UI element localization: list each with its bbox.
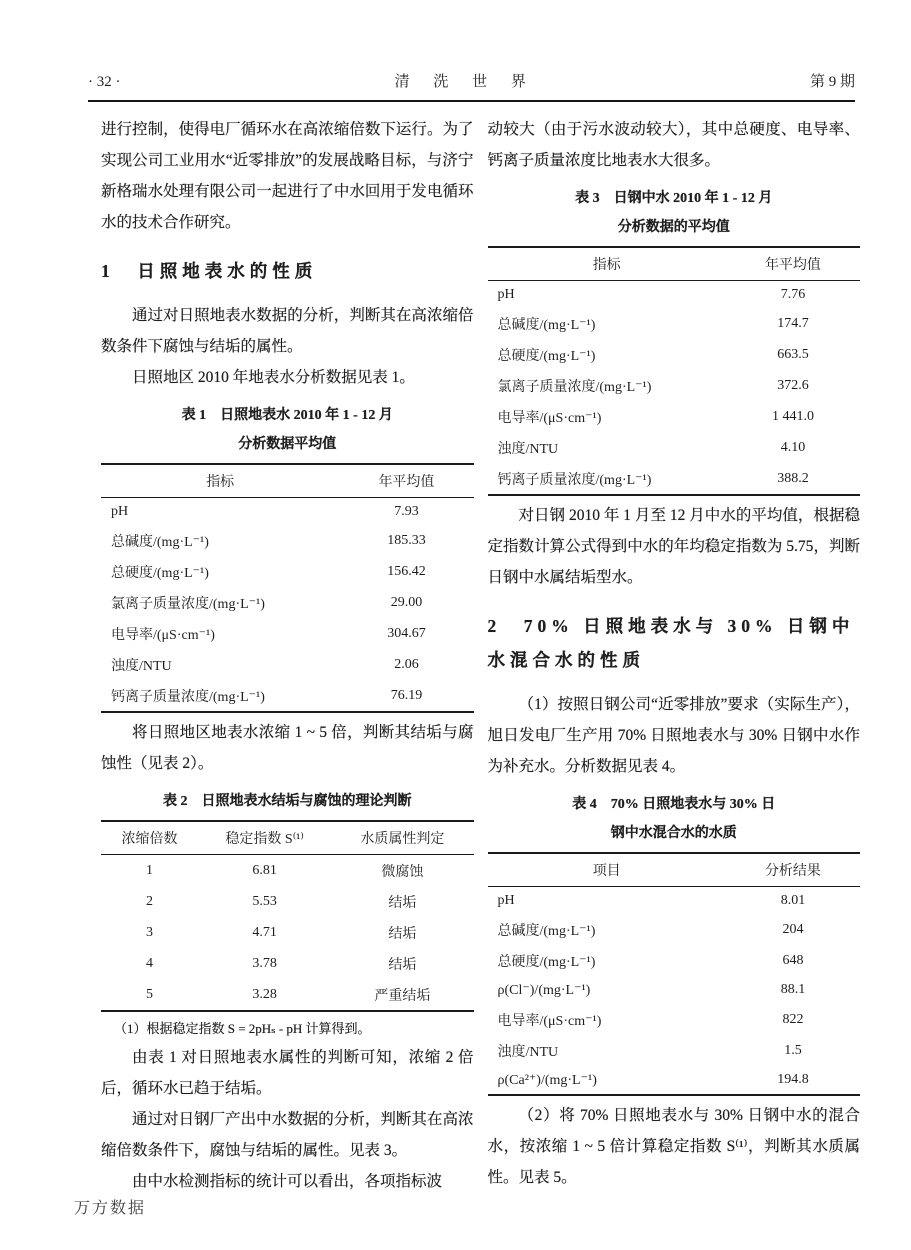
table-row	[101, 556, 474, 587]
table-cell: 7.93	[394, 503, 419, 519]
table-cell: 总硬度/(mg·L⁻¹)	[111, 565, 209, 581]
table-cell: 648	[782, 952, 804, 968]
table-cell: 204	[782, 921, 804, 937]
table-cell: 总碱度/(mg·L⁻¹)	[111, 534, 209, 550]
table-cell: 822	[782, 1011, 804, 1027]
table-cell: 1	[146, 862, 153, 878]
table-cell: 结垢	[388, 957, 417, 973]
table-cell: 浊度/NTU	[111, 658, 172, 674]
table-cell: 结垢	[388, 895, 417, 911]
table-cell: 3	[146, 924, 153, 940]
table-row	[488, 401, 861, 432]
column-header: 水质属性判定	[331, 821, 473, 855]
table-cell: 3.28	[198, 979, 331, 1011]
table-header-row	[101, 821, 474, 855]
table-row	[488, 339, 861, 370]
table-cell: 156.42	[387, 563, 426, 579]
table-row	[488, 976, 861, 1004]
table-4-caption: 表 4 70% 日照地表水与 30% 日 钢中水混合水的水质	[572, 797, 776, 841]
paragraph: 对日钢 2010 年 1 月至 12 月中水的平均值，根据稳定指数计算公式得到中水的年均稳定指数为 5.75，判断日钢中水属结垢型水。	[487, 507, 860, 586]
column-header: 项目	[488, 853, 726, 887]
table-cell: 76.19	[339, 680, 473, 712]
table-cell: 3.78	[252, 955, 277, 971]
table-cell: 29.00	[390, 594, 423, 610]
table-cell: 1 441.0	[771, 408, 814, 424]
table-cell: 总硬度/(mg·L⁻¹)	[497, 348, 596, 364]
table-cell: 4	[146, 955, 153, 971]
table-row	[488, 1035, 861, 1066]
table-row	[488, 887, 861, 915]
table-row	[101, 948, 474, 979]
table-cell: 结垢	[388, 926, 417, 942]
table-row	[488, 308, 861, 339]
table-cell: 总硬度/(mg·L⁻¹)	[497, 954, 596, 970]
wanfang-watermark: 万方数据	[74, 1200, 147, 1217]
table-row	[101, 498, 474, 526]
table-cell: 304.67	[387, 625, 426, 641]
document-page	[0, 70, 911, 1250]
table-cell: ρ(Cl⁻)/(mg·L⁻¹)	[497, 982, 591, 998]
table-cell: 电导率/(μS·cm⁻¹)	[497, 410, 602, 426]
table-row	[101, 525, 474, 556]
table-row	[488, 1004, 861, 1035]
table-1	[101, 463, 474, 713]
table-row	[488, 945, 861, 976]
table-cell: 严重结垢	[331, 979, 473, 1011]
table-cell: 氯离子质量浓度/(mg·L⁻¹)	[111, 596, 265, 612]
table-row	[488, 463, 861, 495]
paragraph: （1）按照日钢公司“近零排放”要求（实际生产），旭日发电厂生产用 70% 日照地表水与 30% 日钢中水作为补充水。分析数据见表 4。	[487, 696, 860, 775]
column-header: 年平均值	[339, 464, 473, 498]
table-row	[101, 886, 474, 917]
journal-title: 清 洗 世 界	[394, 74, 536, 90]
table-row	[101, 618, 474, 649]
column-header: 年平均值	[726, 247, 860, 281]
table-cell: 388.2	[726, 463, 860, 495]
table-cell: 5	[101, 979, 198, 1011]
table-cell: 钙离子质量浓度/(mg·L⁻¹)	[488, 463, 726, 495]
table-row	[101, 649, 474, 680]
table-cell: ρ(Ca²⁺)/(mg·L⁻¹)	[488, 1066, 726, 1095]
paragraph: 将日照地区地表水浓缩 1 ~ 5 倍，判断其结垢与腐蚀性（见表 2）。	[101, 724, 474, 772]
table-cell: pH	[497, 892, 515, 908]
table-row	[488, 432, 861, 463]
table-cell: 2.06	[394, 656, 419, 672]
table-2-caption: 表 2 日照地表水结垢与腐蚀的理论判断	[163, 794, 412, 809]
table-cell: pH	[497, 286, 515, 302]
table-cell: 浊度/NTU	[497, 1044, 559, 1060]
paragraph: 通过对日照地表水数据的分析，判断其在高浓缩倍数条件下腐蚀与结垢的属性。	[101, 307, 474, 355]
table-cell: 氯离子质量浓度/(mg·L⁻¹)	[497, 379, 652, 395]
table-row	[101, 680, 474, 712]
table-cell: pH	[111, 503, 129, 519]
column-header: 稳定指数 S⁽¹⁾	[198, 821, 331, 855]
right-column	[488, 114, 861, 1197]
paragraph: 日照地区 2010 年地表水分析数据见表 1。	[132, 369, 415, 386]
table-header-row	[101, 464, 474, 498]
paragraph: 通过对日钢厂产出中水数据的分析，判断其在高浓缩倍数条件下，腐蚀与结垢的属性。见表 3。	[101, 1111, 474, 1159]
column-header: 指标	[488, 247, 726, 281]
table-cell: 174.7	[777, 315, 809, 331]
table-cell: 浊度/NTU	[497, 441, 559, 457]
table-row	[101, 917, 474, 948]
paragraph: （2）将 70% 日照地表水与 30% 日钢中水的混合水，按浓缩 1 ~ 5 倍计算稳定指数 S⁽¹⁾，判断其水质属性。见表 5。	[487, 1107, 860, 1186]
table-cell: 钙离子质量浓度/(mg·L⁻¹)	[101, 680, 339, 712]
section-2-heading: 2 70% 日照地表水与 30% 日钢中水混合水的性质	[487, 616, 855, 670]
table-cell: 总碱度/(mg·L⁻¹)	[497, 317, 596, 333]
issue-label: 第 9 期	[809, 74, 855, 90]
page-header	[88, 70, 855, 102]
table-cell: 微腐蚀	[381, 864, 424, 880]
table-row	[101, 587, 474, 618]
table-row	[101, 979, 474, 1011]
table-cell: 194.8	[726, 1066, 860, 1095]
table-row	[488, 1066, 861, 1095]
table-2-footnote: （1）根据稳定指数 S = 2pHₛ - pH 计算得到。	[114, 1021, 371, 1036]
two-column-layout	[0, 102, 911, 1197]
page-number: · 32 ·	[88, 74, 121, 90]
table-cell: 电导率/(μS·cm⁻¹)	[497, 1013, 602, 1029]
table-cell: 电导率/(μS·cm⁻¹)	[111, 627, 215, 643]
table-4	[488, 852, 861, 1096]
paragraph-continuation: 动较大（由于污水波动较大），其中总硬度、电导率、钙离子质量浓度比地表水大很多。	[487, 121, 860, 169]
section-1-heading: 1 日照地表水的性质	[101, 261, 318, 281]
column-header: 浓缩倍数	[101, 821, 198, 855]
table-header-row	[488, 853, 861, 887]
table-header-row	[488, 247, 861, 281]
table-3-caption: 表 3 日钢中水 2010 年 1 - 12 月 分析数据的平均值	[575, 191, 773, 235]
paragraph-intro: 进行控制，使得电厂循环水在高浓缩倍数下运行。为了实现公司工业用水“近零排放”的发展战略目标，与济宁新格瑞水处理有限公司一起进行了中水回用于发电循环水的技术合作研究。	[101, 121, 474, 231]
table-cell: 6.81	[252, 862, 277, 878]
table-1-caption: 表 1 日照地表水 2010 年 1 - 12 月 分析数据平均值	[181, 408, 393, 452]
table-cell: 372.6	[777, 377, 809, 393]
table-cell: 1.5	[784, 1042, 802, 1058]
table-cell: 4.71	[252, 924, 277, 940]
table-row	[101, 855, 474, 887]
table-cell: 2	[146, 893, 153, 909]
paragraph: 由中水检测指标的统计可以看出，各项指标波	[132, 1173, 443, 1190]
table-cell: 4.10	[780, 439, 806, 455]
table-row	[488, 370, 861, 401]
paragraph: 由表 1 对日照地表水属性的判断可知，浓缩 2 倍后，循环水已趋于结垢。	[101, 1049, 474, 1097]
left-column	[101, 114, 474, 1197]
table-cell: 总碱度/(mg·L⁻¹)	[497, 923, 596, 939]
table-cell: 5.53	[252, 893, 277, 909]
table-3	[488, 246, 861, 496]
table-row	[488, 914, 861, 945]
column-header: 指标	[101, 464, 339, 498]
table-2	[101, 820, 474, 1012]
table-cell: 88.1	[780, 982, 806, 997]
table-cell: 8.01	[780, 892, 806, 908]
table-cell: 185.33	[387, 532, 426, 548]
table-row	[488, 281, 861, 309]
table-cell: 663.5	[777, 346, 809, 362]
table-cell: 7.76	[780, 286, 806, 302]
column-header: 分析结果	[726, 853, 860, 887]
